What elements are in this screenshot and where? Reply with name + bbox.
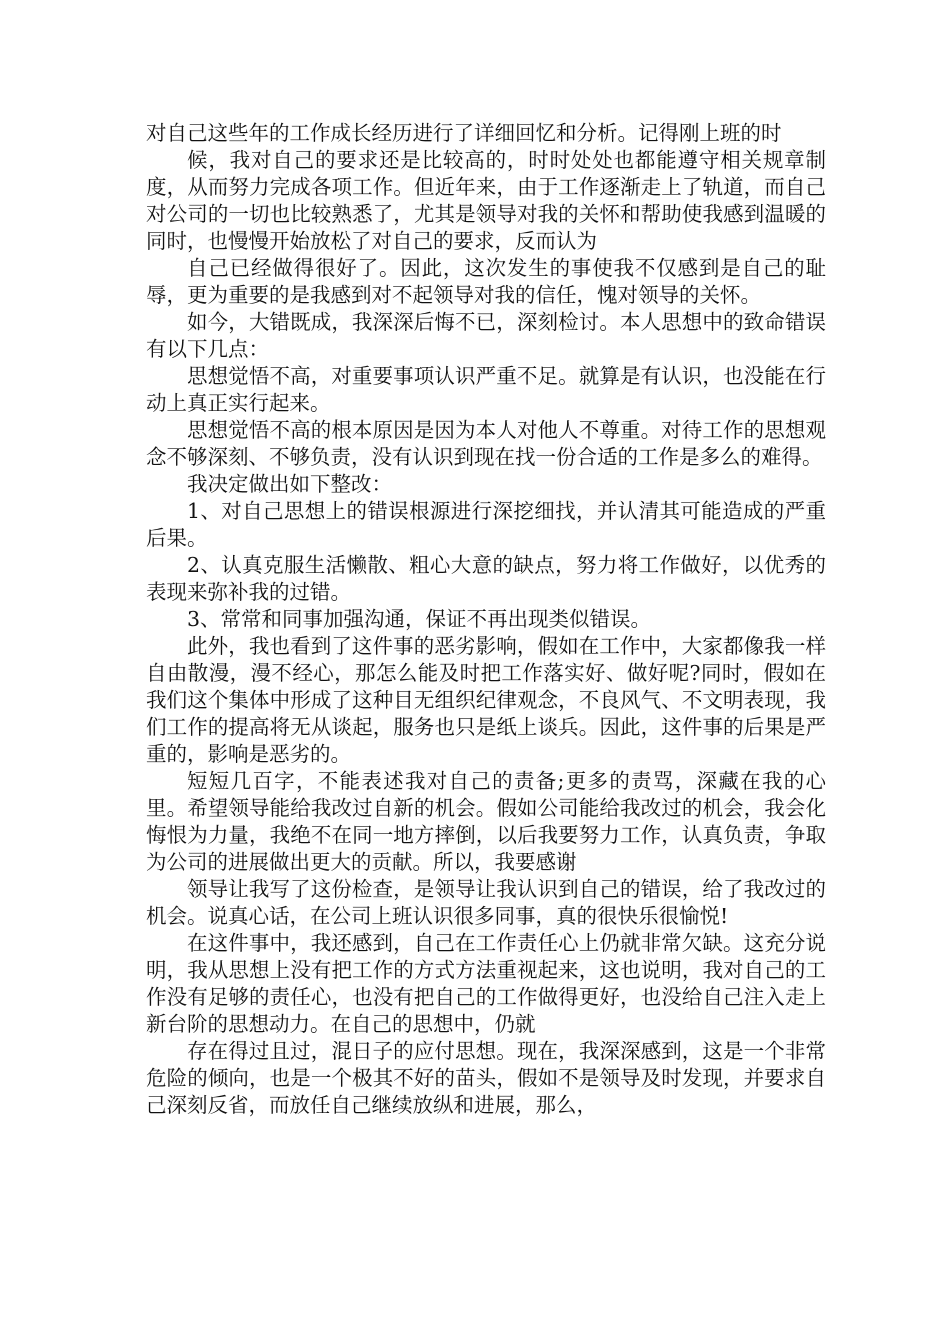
list-item: 1、对自己思想上的错误根源进行深挖细找，并认清其可能造成的严重后果。 (146, 499, 826, 550)
paragraph: 存在得过且过，混日子的应付思想。现在，我深深感到，这是一个非常危险的倾向，也是一个极其不好的苗头，假如不是领导及时发现，并要求自己深刻反省，而放任自己继续放纵和进展，那么， (146, 1039, 826, 1117)
paragraph: 如今，大错既成，我深深后悔不已，深刻检讨。本人思想中的致命错误有以下几点： (146, 310, 826, 361)
paragraph: 候，我对自己的要求还是比较高的，时时处处也都能遵守相关规章制度，从而努力完成各项工作。但近年来，由于工作逐渐走上了轨道，而自己对公司的一切也比较熟悉了，尤其是领导对我的关怀和帮助使我感到温暖的同时，也慢慢开始放松了对自己的要求，反而认为 (146, 148, 826, 253)
paragraph: 领导让我写了这份检查，是领导让我认识到自己的错误，给了我改过的机会。说真心话，在公司上班认识很多同事，真的很快乐很愉悦! (146, 877, 826, 928)
list-item: 2、认真克服生活懒散、粗心大意的缺点，努力将工作做好，以优秀的表现来弥补我的过错。 (146, 553, 826, 604)
list-item: 3、常常和同事加强沟通，保证不再出现类似错误。 (187, 607, 652, 631)
paragraph: 此外，我也看到了这件事的恶劣影响，假如在工作中，大家都像我一样自由散漫，漫不经心，那怎么能及时把工作落实好、做好呢?同时，假如在我们这个集体中形成了这种目无组织纪律观念，不良风气、不文明表现，我们工作的提高将无从谈起，服务也只是纸上谈兵。因此，这件事的后果是严重的，影响是恶劣的。 (146, 634, 826, 766)
paragraph: 思想觉悟不高的根本原因是因为本人对他人不尊重。对待工作的思想观念不够深刻、不够负责，没有认识到现在找一份合适的工作是多么的难得。 (146, 418, 826, 469)
paragraph: 自己已经做得很好了。因此，这次发生的事使我不仅感到是自己的耻辱，更为重要的是我感到对不起领导对我的信任，愧对领导的关怀。 (146, 256, 826, 307)
paragraph: 思想觉悟不高，对重要事项认识严重不足。就算是有认识，也没能在行动上真正实行起来。 (146, 364, 826, 415)
paragraph: 短短几百字，不能表述我对自己的责备;更多的责骂，深藏在我的心里。希望领导能给我改过自新的机会。假如公司能给我改过的机会，我会化悔恨为力量，我绝不在同一地方摔倒，以后我要努力工作，认真负责，争取为公司的进展做出更大的贡献。所以，我要感谢 (146, 769, 826, 874)
paragraph: 在这件事中，我还感到，自己在工作责任心上仍就非常欠缺。这充分说明，我从思想上没有把工作的方式方法重视起来，这也说明，我对自己的工作没有足够的责任心，也没有把自己的工作做得更好，也没给自己注入走上新台阶的思想动力。在自己的思想中，仍就 (146, 931, 826, 1036)
paragraph: 我决定做出如下整改： (187, 472, 392, 496)
document-page (146, 120, 826, 1119)
paragraph: 对自己这些年的工作成长经历进行了详细回忆和分析。记得刚上班的时 (146, 121, 782, 145)
